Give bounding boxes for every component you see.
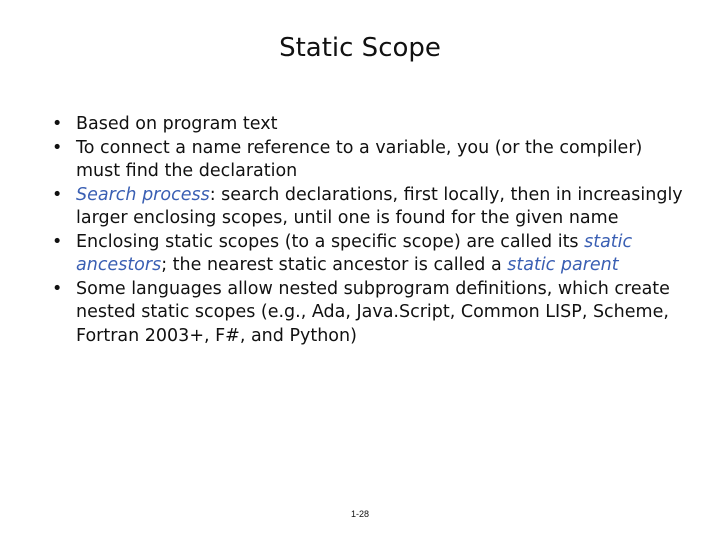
bullet-item bbox=[52, 278, 692, 349]
page-number: 1-28 bbox=[350, 509, 369, 519]
bullet-item bbox=[52, 137, 692, 184]
bullet-list bbox=[52, 113, 692, 348]
bullet-item bbox=[52, 113, 692, 137]
bullet-item bbox=[52, 231, 692, 278]
bullet-text: To connect a name reference to a variable, you (or the compiler) must find the declaration bbox=[76, 137, 643, 181]
bullet-marker: • bbox=[52, 137, 63, 158]
term-static-ancestors: static ancestors bbox=[76, 231, 633, 275]
bullet-marker: • bbox=[52, 231, 63, 252]
term-static-parent: static parent bbox=[507, 255, 619, 275]
bullet-item bbox=[52, 184, 692, 231]
bullet-marker: • bbox=[52, 278, 63, 299]
bullet-text: : search declarations, first locally, then in increasingly larger enclosing scopes, until one is found for the given name bbox=[76, 184, 683, 228]
bullet-text: ; the nearest static ancestor is called a bbox=[161, 255, 508, 275]
slide-title: Static Scope bbox=[279, 33, 441, 63]
bullet-marker: • bbox=[52, 114, 63, 134]
bullet-text: Based on program text bbox=[76, 114, 278, 134]
term-search-process: Search process bbox=[76, 184, 210, 205]
bullet-text: Some languages allow nested subprogram definitions, which create nested static scopes (e.g., Ada, Java.Script, Common LISP, Scheme, Fortran 2003+, F#, and Python) bbox=[76, 278, 670, 346]
bullet-text: Enclosing static scopes (to a specific scope) are called its bbox=[76, 231, 585, 252]
bullet-marker: • bbox=[52, 184, 63, 205]
